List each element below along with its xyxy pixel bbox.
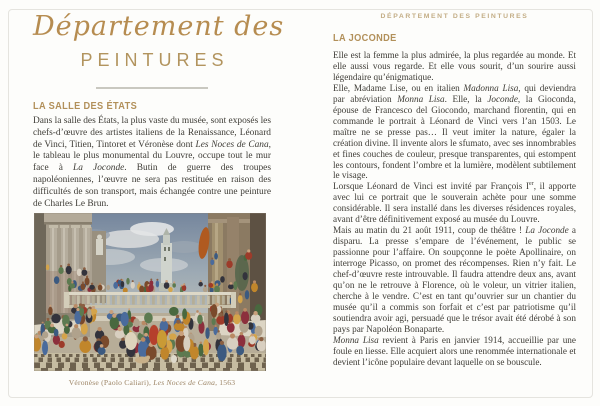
painting-les-noces-de-cana <box>34 213 266 371</box>
joconde-paragraph-5: Monna Lisa revient à Paris en janvier 1914, accueillie par une foule en liesse. Elle acquiert alors une renommée internationale et devient l’icône populaire devant laquelle on se bouscule. <box>333 334 576 367</box>
joconde-text-block <box>333 50 576 368</box>
joconde-paragraph-1: Elle est la femme la plus admirée, la plus regardée au monde. Et elle aussi vous regarde. Et elle vous sourit, d’un sourire aussi légendaire qu’énigmatique. <box>333 50 576 82</box>
section-heading-la-joconde: LA JOCONDE <box>333 33 397 44</box>
running-header: DÉPARTEMENT DES PEINTURES <box>380 13 529 20</box>
right-page <box>333 0 576 406</box>
section-heading-salle-des-etats: LA SALLE DES ÉTATS <box>33 101 138 112</box>
painting-caption: Véronèse (Paolo Caliari), Les Noces de Cana, 1563 <box>68 378 236 387</box>
joconde-paragraph-2: Elle, Madame Lise, ou en italien Madonna Lisa, qui deviendra par abréviation Monna Lisa. Elle, la Joconde, la Gioconda, épouse de Francesco del Giocondo, marchand florentin, qui en commande le portrait à Léonard de Vinci vers l’an 1503. Le maître ne se presse pas… Il veut imiter la nature, égaler la création divine. Il invente alors le sfumato, avec ses innombrables et fines couches de couleur, presque transparentes, qui estompent les contours, fondent l’ombre et la lumière, modèlent subtilement le visage. <box>333 82 576 181</box>
book-title-main: PEINTURES <box>80 50 229 70</box>
salle-des-etats-paragraph: Dans la salle des États, la plus vaste du musée, sont exposés les chefs-d’œuvre des artistes italiens de la Renaissance, Léonard de Vinci, Titien, Tintoret et Véronèse dont Les Noces de Cana, le tableau le plus monumental du Louvre, occupe tout le mur face à La Joconde. Butin de guerre des troupes napoléoniennes, l’œuvre ne sera pas restituée en raison des difficultés de son transport, mais échangée contre une peinture de Charles Le Brun. <box>33 116 271 209</box>
title-divider <box>96 87 208 89</box>
joconde-paragraph-3: Lorsque Léonard de Vinci est invité par François Ier, il apporte avec lui ce portrait que le souverain achète pour une somme considérable. Il sera installé dans les diverses résidences royales, avant d’être définitivement exposé au musée du Louvre. <box>333 181 577 225</box>
joconde-paragraph-4: Mais au matin du 21 août 1911, coup de théâtre ! La Joconde a disparu. La presse s’empare de l’événement, le public se passionne pour l’affaire. On soupçonne le poète Apollinaire, on interroge Picasso, on promet des récompenses. Rien n’y fait. Le chef-d’œuvre reste introuvable. Il faudra attendre deux ans, avant qu’on ne le retrouve à Florence, où le voleur, un vitrier italien, cherche à le vendre. C’est en tant qu’ouvrier sur un chantier du musée qu’il a commis son forfait et c’est par patriotisme qu’il soutiendra avoir agi, persuadé que le trésor avait été dérobé à son pays par Napoléon Bonaparte. <box>333 225 577 334</box>
left-page <box>33 0 285 406</box>
book-title-script: Département des <box>33 11 285 42</box>
painting-les-noces-de-cana-illustration <box>34 213 266 371</box>
